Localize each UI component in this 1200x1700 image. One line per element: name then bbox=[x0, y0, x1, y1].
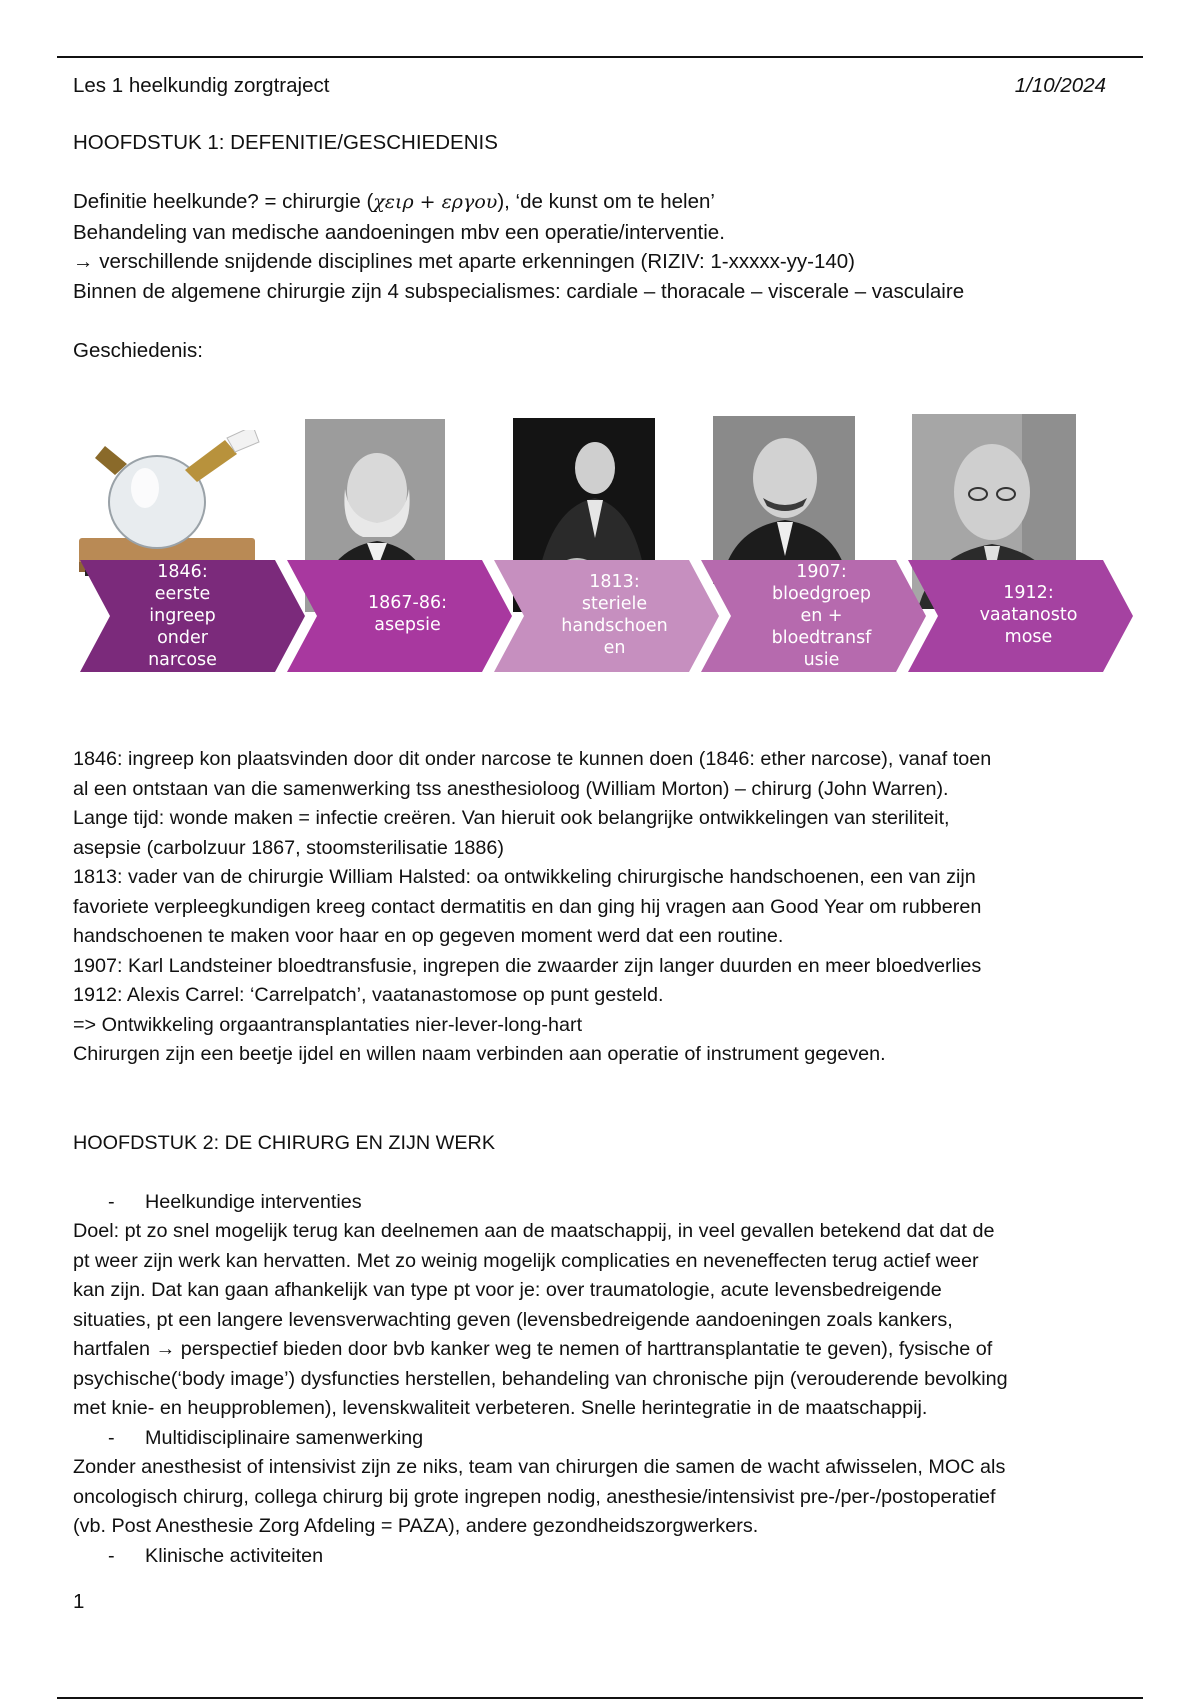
history-label: Geschiedenis: bbox=[73, 338, 203, 362]
history-line: 1813: vader van de chirurgie William Halsted: oa ontwikkeling chirurgische handschoenen, een van zijn bbox=[73, 866, 976, 888]
bullet-multidisciplinaire-samenwerking bbox=[73, 1424, 1133, 1454]
paragraph-line: hartfalen → perspectief bieden door bvb kanker weg te nemen of harttransplantatie te geven), fysische of bbox=[73, 1338, 993, 1360]
bullet-dash: - bbox=[108, 1426, 115, 1449]
document-page bbox=[73, 70, 1133, 365]
page-number: 1 bbox=[73, 1590, 85, 1613]
chapter1-heading: HOOFDSTUK 1: DEFENITIE/GESCHIEDENIS bbox=[73, 131, 498, 154]
document-date: 1/10/2024 bbox=[1014, 74, 1106, 97]
timeline-step-1813 bbox=[494, 560, 719, 672]
paragraph-line: kan zijn. Dat kan gaan afhankelijk van type pt voor je: over traumatologie, acute levensbedreigende bbox=[73, 1279, 942, 1301]
history-line: 1907: Karl Landsteiner bloedtransfusie, ingrepen die zwaarder zijn langer duurden en meer bloedverlies bbox=[73, 954, 982, 977]
timeline-step-1912 bbox=[908, 560, 1133, 672]
history-line: asepsie (carbolzuur 1867, stoomsterilisatie 1886) bbox=[73, 836, 505, 859]
history-line: favoriete verpleegkundigen kreeg contact dermatitis en dan ging hij vragen aan Good Year om rubberen bbox=[73, 895, 982, 918]
paragraph-line: situaties, pt een langere levensverwachting geven (levensbedreigende aandoeningen zoals kankers, bbox=[73, 1308, 953, 1331]
bullet-klinische-activiteiten bbox=[73, 1542, 1133, 1572]
definition-line-3 bbox=[73, 247, 1133, 277]
timeline-step-1846 bbox=[80, 560, 305, 672]
portrait-karl-landsteiner bbox=[713, 416, 855, 584]
bullet-label: Multidisciplinaire samenwerking bbox=[145, 1426, 424, 1449]
greek-etymology: χειρ + εργου bbox=[373, 191, 498, 213]
bullet-label: Klinische activiteiten bbox=[145, 1544, 324, 1567]
document-title: Les 1 heelkundig zorgtraject bbox=[73, 74, 330, 97]
paragraph-line: oncologisch chirurg, collega chirurg bij grote ingrepen nodig, anesthesie/intensivist pre-/per-/postoperatief bbox=[73, 1485, 996, 1508]
timeline-step-1867 bbox=[287, 560, 512, 672]
bullet-dash: - bbox=[108, 1544, 115, 1567]
paragraph-line: pt weer zijn werk kan hervatten. Met zo weinig mogelijk complicaties en neveneffecten terug actief weer bbox=[73, 1249, 979, 1272]
history-line: handschoenen te maken voor haar en op gegeven moment werd dat een routine. bbox=[73, 925, 784, 947]
paragraph-line: (vb. Post Anesthesie Zorg Afdeling = PAZA), andere gezondheidszorgwerkers. bbox=[73, 1515, 759, 1537]
history-line: 1912: Alexis Carrel: ‘Carrelpatch’, vaatanastomose op punt gesteld. bbox=[73, 984, 664, 1006]
definition-line-3-text: verschillende snijdende disciplines met aparte erkenningen (RIZIV: 1-xxxxx-yy-140) bbox=[93, 250, 856, 273]
definition-prefix: Definitie heelkunde? = chirurgie ( bbox=[73, 190, 374, 213]
history-line: Chirurgen zijn een beetje ijdel en willen naam verbinden aan operatie of instrument gegeven. bbox=[73, 1043, 886, 1065]
timeline-label-1907: 1907: bloedgroep en + bloedtransf usie bbox=[771, 562, 872, 670]
history-line: 1846: ingreep kon plaatsvinden door dit onder narcose te kunnen doen (1846: ether narcose), vanaf toen bbox=[73, 748, 992, 770]
timeline-label-1867: 1867-86: asepsie bbox=[367, 593, 447, 635]
paragraph-interventies bbox=[73, 1217, 1133, 1424]
timeline-step-1907 bbox=[701, 560, 926, 672]
bullet-dash: - bbox=[108, 1190, 115, 1213]
timeline-label-1846: 1846: eerste ingreep onder narcose bbox=[148, 562, 217, 670]
arrow-icon: → bbox=[73, 250, 94, 273]
timeline-label-1813: 1813: steriele handschoen en bbox=[561, 572, 668, 658]
paragraph-line: met knie- en heupproblemen), levenskwaliteit verbeteren. Snelle herintegratie in de maatschappij. bbox=[73, 1397, 928, 1419]
paragraph-line: psychische(‘body image’) dysfuncties herstellen, behandeling van chronische pijn (verouderende bevolking bbox=[73, 1367, 1008, 1390]
paragraph-line: Zonder anesthesist of intensivist zijn ze niks, team van chirurgen die samen de wacht afwisselen, MOC als bbox=[73, 1456, 1006, 1478]
definition-line-4: Binnen de algemene chirurgie zijn 4 subspecialismes: cardiale – thoracale – viscerale – vasculaire bbox=[73, 279, 965, 303]
chapter2-heading: HOOFDSTUK 2: DE CHIRURG EN ZIJN WERK bbox=[73, 1131, 496, 1154]
document-header bbox=[73, 70, 1133, 100]
paragraph-line: Doel: pt zo snel mogelijk terug kan deelnemen aan de maatschappij, in veel gevallen betekend dat dat de bbox=[73, 1220, 995, 1242]
top-rule bbox=[57, 56, 1143, 58]
bullet-label: Heelkundige interventies bbox=[145, 1190, 362, 1213]
paragraph-samenwerking bbox=[73, 1453, 1133, 1542]
document-body bbox=[73, 745, 1133, 1571]
history-line: al een ontstaan van die samenwerking tss anesthesioloog (William Morton) – chirurg (John Warren). bbox=[73, 777, 949, 800]
bottom-rule bbox=[57, 1697, 1143, 1699]
bullet-heelkundige-interventies bbox=[73, 1188, 1133, 1218]
history-text bbox=[73, 745, 1133, 1070]
history-line: => Ontwikkeling orgaantransplantaties nier-lever-long-hart bbox=[73, 1013, 583, 1036]
history-line: Lange tijd: wonde maken = infectie creëren. Van hieruit ook belangrijke ontwikkelingen van steriliteit, bbox=[73, 807, 950, 829]
timeline-label-1912: 1912: vaatanosto mose bbox=[979, 583, 1078, 647]
definition-line-2: Behandeling van medische aandoeningen mbv een operatie/interventie. bbox=[73, 220, 725, 244]
definition-line bbox=[73, 187, 1133, 218]
definition-suffix: ), ‘de kunst om te helen’ bbox=[497, 190, 715, 213]
